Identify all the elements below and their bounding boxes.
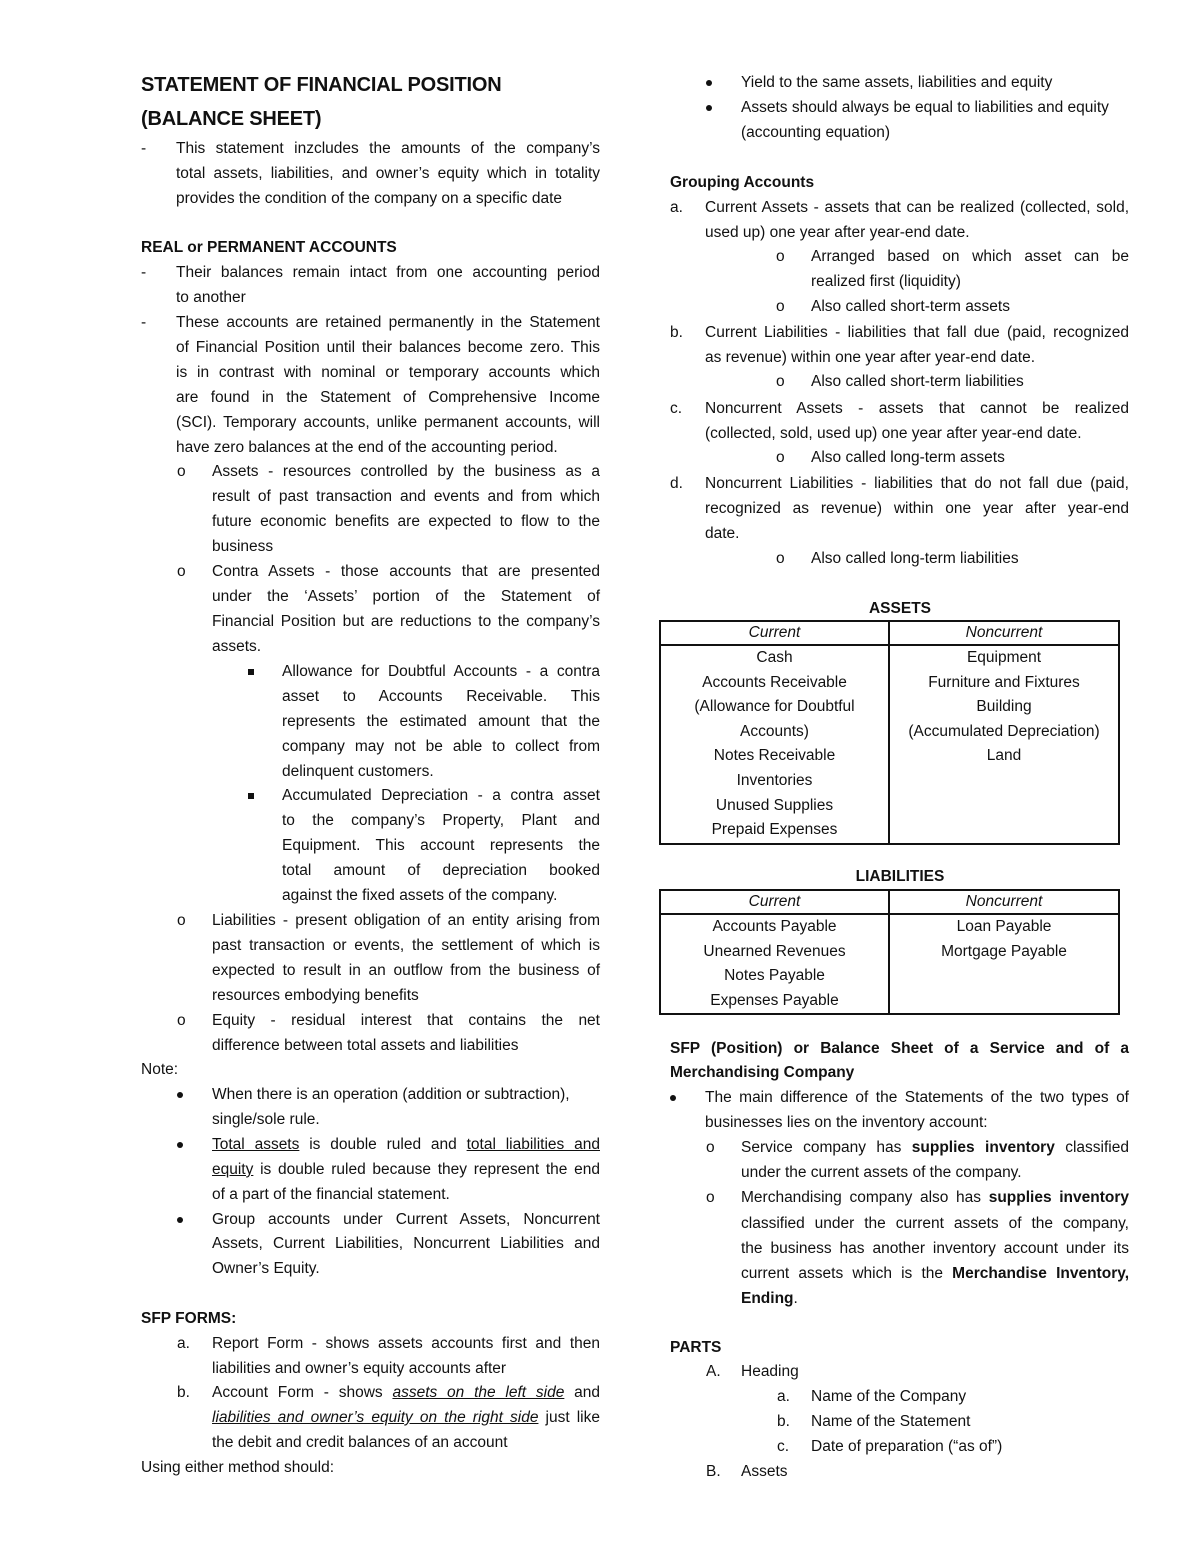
circle-marker: o [706,1139,715,1156]
should-item: Yield to the same assets, liabilities and equity [741,74,1053,91]
table-item: Inventories [736,771,813,789]
dash-marker: - [141,140,147,157]
report-form-text: liabilities and owner’s equity accounts after [212,1360,507,1377]
real-text: to another [176,289,246,306]
table-item: Accounts) [740,722,809,740]
table-item: Unused Supplies [715,796,834,814]
account-form-text: Account Form - shows assets on the left side and [212,1384,601,1401]
contra-definition: Contra Assets - those accounts that are presented [212,563,600,580]
grouping-text: used up) one year after year-end date. [705,224,970,241]
grouping-text: Noncurrent Liabilities - liabilities that do not fall due (paid, [705,475,1129,492]
list-marker: c. [670,400,683,417]
account-form-text: liabilities and owner’s equity on the right side just like [212,1409,600,1426]
parts-subitem: Name of the Company [811,1388,967,1405]
sfp-text: Service company has supplies inventory classified [741,1139,1129,1156]
parts-item: Heading [741,1363,799,1380]
real-text: have zero balances at the end of the accounting period. [176,439,558,456]
account-form-text: the debit and credit balances of an account [212,1434,508,1451]
sfp-text: The main difference of the Statements of the two types of [705,1089,1129,1106]
note-text: Assets, Current Liabilities, Noncurrent Liabilities and [212,1235,600,1252]
document-title: STATEMENT OF FINANCIAL POSITION [141,74,502,96]
note-text: Total assets is double ruled and total liabilities and [212,1136,600,1153]
square-bullet-icon [248,659,254,684]
accum-dep-text: total amount of depreciation booked [282,862,600,879]
contra-definition: Financial Position but are reductions to the company’s [212,613,600,630]
intro-line: This statement inzcludes the amounts of the company’s [176,140,600,157]
either-method-text: Using either method should: [141,1459,335,1476]
accum-dep-text: to the company’s Property, Plant and [282,812,600,829]
table-item: Unearned Revenues [703,942,846,960]
real-text: (SCI). Temporary accounts, unlike permanent accounts, will [176,414,600,431]
real-text: are found in the Statement of Comprehensive Income [176,389,600,406]
grouping-text: Also called long-term liabilities [811,550,1019,567]
liabilities-table-title: LIABILITIES [855,868,945,885]
bullet-icon [177,1132,183,1157]
allowance-text: company may not be able to collect from [282,738,600,755]
circle-marker: o [776,248,785,265]
list-marker: b. [777,1413,790,1430]
sfp-text: current assets which is the Merchandise Inventory, [741,1265,1129,1282]
table-item: Accounts Payable [712,918,837,935]
note-text: When there is an operation (addition or subtraction), [212,1086,570,1103]
grouping-text: Also called short-term liabilities [811,373,1024,390]
grouping-text: Current Assets - assets that can be realized (collected, sold, [705,199,1129,216]
table-item: Equipment [966,649,1042,666]
grouping-text: Also called long-term assets [811,449,1005,466]
note-text: of a part of the financial statement. [212,1186,450,1203]
assets-definition: result of past transaction and events and from which [212,488,600,505]
note-text: Group accounts under Current Assets, Noncurrent [212,1211,600,1228]
assets-table [659,620,1120,845]
parts-heading: PARTS [670,1339,722,1356]
liab-current-header: Current [660,890,889,914]
circle-marker: o [706,1189,715,1206]
circle-marker: o [177,463,186,480]
grouping-text: recognized as revenue) within one year after year-end [705,500,1129,517]
right-side-term: liabilities and owner’s equity on the right side [212,1409,539,1426]
intro-line: total assets, liabilities, and owner’s equity which in totality [176,165,600,182]
dash-marker: - [141,314,147,331]
real-text: of Financial Position until their balances become zero. This [176,339,600,356]
equity-definition: Equity - residual interest that contains the net [212,1012,600,1029]
allowance-text: asset to Accounts Receivable. This [282,688,600,705]
circle-marker: o [177,912,186,929]
list-marker: a. [777,1388,790,1405]
list-marker: b. [670,324,683,341]
left-side-term: assets on the left side [392,1384,565,1401]
assets-current-cell [660,645,889,844]
grouping-text: Noncurrent Assets - assets that cannot be realized [705,400,1129,417]
sfp-text: Merchandising company also has supplies inventory [741,1189,1129,1206]
parts-subitem: Date of preparation (“as of”) [811,1438,1003,1455]
liabilities-definition: resources embodying benefits [212,987,419,1004]
circle-marker: o [177,1012,186,1029]
assets-noncurrent-header: Noncurrent [889,621,1119,645]
table-item: (Allowance for Doubtful [694,698,855,716]
contra-definition: assets. [212,638,262,655]
table-item: Loan Payable [956,918,1052,935]
sfp-heading: SFP (Position) or Balance Sheet of a Service and of a [670,1040,1129,1057]
circle-marker: o [776,449,785,466]
should-item: (accounting equation) [741,124,891,141]
accum-dep-text: against the fixed assets of the company. [282,887,558,904]
list-marker: d. [670,475,683,492]
liabilities-definition: past transaction or events, the settlement of which is [212,937,600,954]
bullet-icon [177,1082,183,1107]
table-item: Notes Payable [724,967,825,985]
sfp-heading: Merchandising Company [670,1064,855,1081]
grouping-text: (collected, sold, used up) one year after year-end date. [705,425,1082,442]
liabilities-definition: Liabilities - present obligation of an entity arising from [212,912,600,929]
note-text: single/sole rule. [212,1111,320,1128]
parts-item: Assets [741,1463,788,1480]
circle-marker: o [776,550,785,567]
table-item: Land [986,747,1022,765]
liabilities-definition: expected to result in an outflow from the business of [212,962,600,979]
accum-dep-text: Equipment. This account represents the [282,837,600,854]
table-item: Expenses Payable [710,991,839,1009]
real-text: Their balances remain intact from one accounting period [176,264,600,281]
table-item: Notes Receivable [713,747,836,765]
parts-subitem: Name of the Statement [811,1413,971,1430]
accum-dep-text: Accumulated Depreciation - a contra asset [282,787,600,804]
document-subtitle: (BALANCE SHEET) [141,108,322,130]
sfp-text: Ending. [741,1290,798,1307]
bullet-icon [177,1207,183,1232]
note-label: Note: [141,1061,179,1078]
list-marker: a. [670,199,683,216]
list-marker: A. [706,1363,721,1380]
grouping-text: Current Liabilities - liabilities that fall due (paid, recognized [705,324,1129,341]
square-bullet-icon [248,783,254,808]
table-item: Mortgage Payable [941,942,1067,960]
list-marker: a. [177,1335,190,1352]
sfp-text: businesses lies on the inventory account: [705,1114,988,1131]
allowance-text: Allowance for Doubtful Accounts - a contra [282,663,600,680]
table-item: Cash [756,649,793,666]
bullet-icon [706,95,712,120]
liabilities-table [659,889,1120,1015]
note-text: Owner’s Equity. [212,1260,320,1277]
list-marker: b. [177,1384,190,1401]
note-text: equity is double ruled because they represent the end [212,1161,600,1178]
assets-table-title: ASSETS [868,600,931,617]
circle-marker: o [776,298,785,315]
equity-term: equity [212,1161,254,1178]
liab-noncurrent-header: Noncurrent [889,890,1119,914]
intro-line: provides the condition of the company on a specific date [176,190,563,207]
circle-marker: o [177,563,186,580]
circle-marker: o [776,373,785,390]
should-item: Assets should always be equal to liabilities and equity [741,99,1109,116]
liab-noncurrent-cell [889,914,1119,1014]
grouping-text: realized first (liquidity) [811,273,961,290]
list-marker: c. [777,1438,790,1455]
grouping-heading: Grouping Accounts [670,174,815,191]
table-item: Furniture and Fixtures [928,673,1080,691]
table-item: Prepaid Expenses [711,821,838,839]
allowance-text: represents the estimated amount that the [282,713,600,730]
total-assets-term: Total assets [212,1136,300,1153]
bullet-icon [670,1085,676,1110]
liab-current-cell [660,914,889,1014]
grouping-text: date. [705,525,740,542]
dash-marker: - [141,264,147,281]
equity-definition: difference between total assets and liabilities [212,1037,519,1054]
total-liabilities-term: total liabilities and [466,1136,600,1153]
real-accounts-heading: REAL or PERMANENT ACCOUNTS [141,239,397,256]
assets-noncurrent-cell [889,645,1119,844]
grouping-text: as revenue) within one year after year-end date. [705,349,1035,366]
real-text: is in contrast with nominal or temporary accounts which [176,364,600,381]
grouping-text: Arranged based on which asset can be [811,248,1129,265]
sfp-forms-heading: SFP FORMS: [141,1310,237,1327]
table-item: Accounts Receivable [702,673,847,691]
sfp-text: under the current assets of the company. [741,1164,1022,1181]
sfp-text: the business has another inventory account under its [741,1240,1129,1257]
grouping-text: Also called short-term assets [811,298,1010,315]
report-form-text: Report Form - shows assets accounts first and then [212,1335,600,1352]
table-item: Building [976,698,1032,716]
list-marker: B. [706,1463,721,1480]
table-item: (Accumulated Depreciation) [908,722,1100,740]
assets-definition: Assets - resources controlled by the business as a [212,463,600,480]
sfp-text: classified under the current assets of the company, [741,1215,1129,1232]
assets-definition: future economic benefits are expected to flow to the [212,513,600,530]
contra-definition: under the ‘Assets’ portion of the Statement of [212,588,600,605]
assets-current-header: Current [660,621,889,645]
allowance-text: delinquent customers. [282,763,434,780]
assets-definition: business [212,538,274,555]
real-text: These accounts are retained permanently in the Statement [176,314,600,331]
bullet-icon [706,70,712,95]
